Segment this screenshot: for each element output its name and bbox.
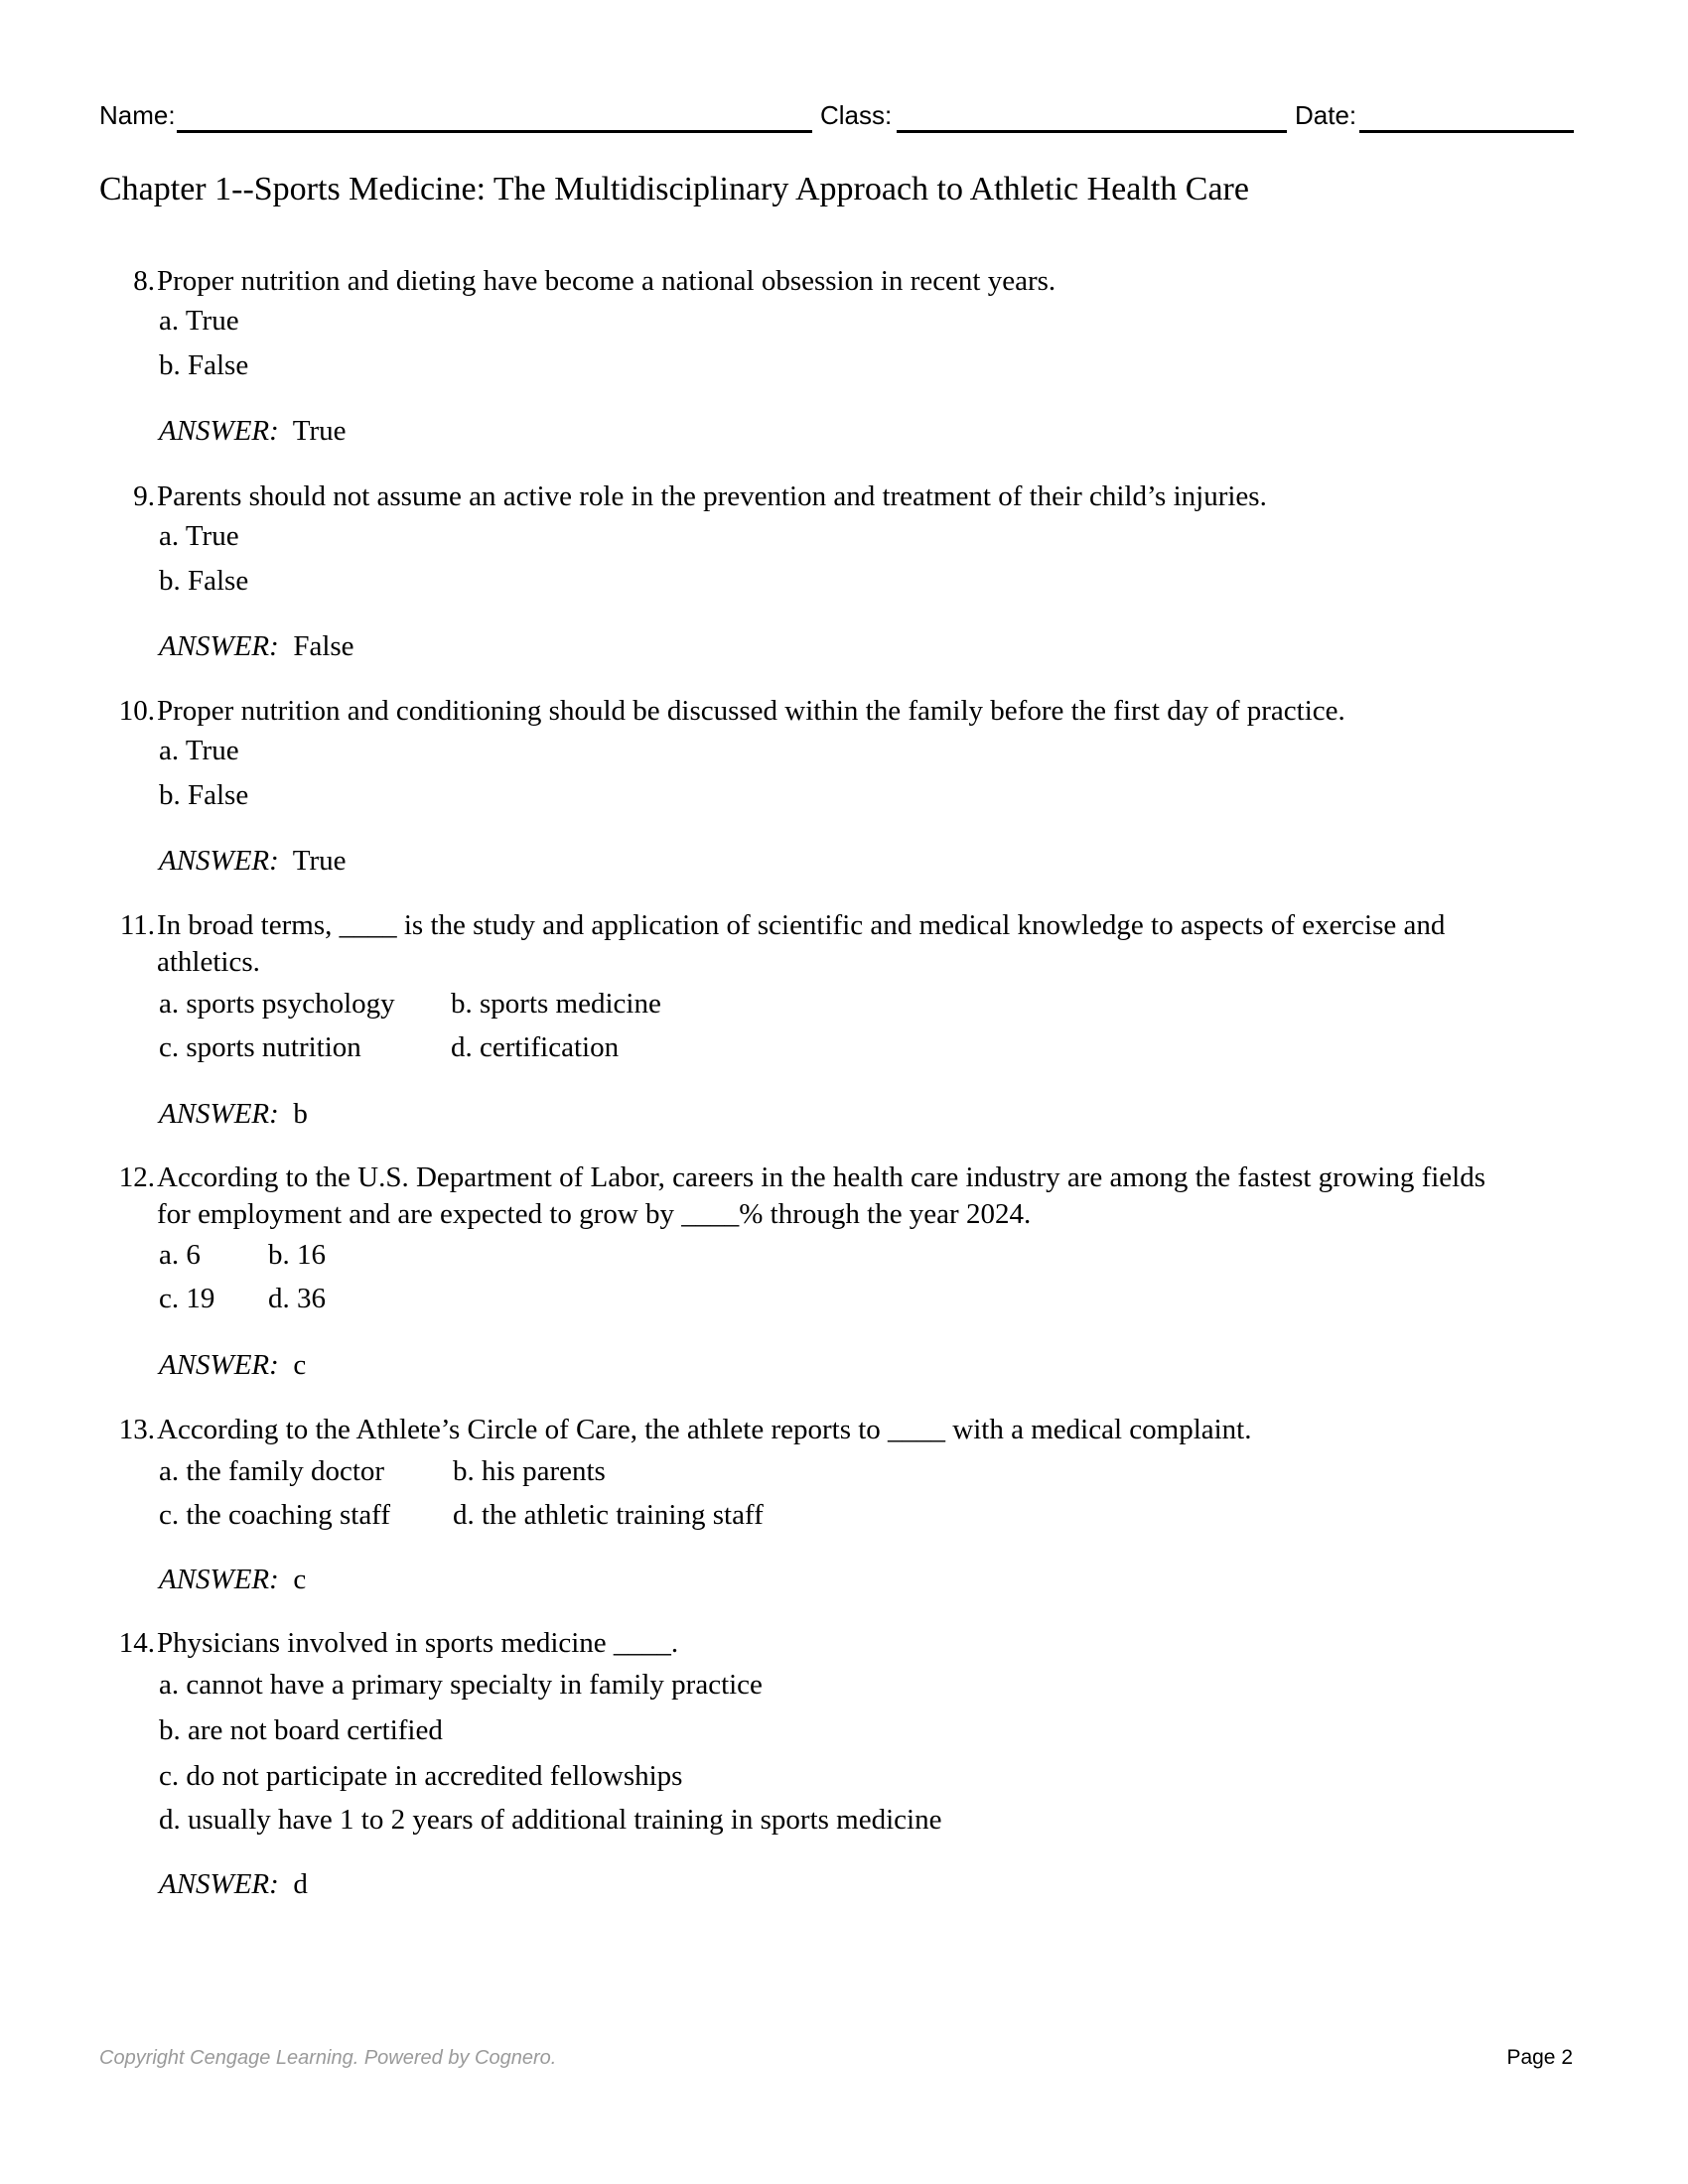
option-b: b. sports medicine [451,988,661,1020]
question-text-line-1: In broad terms, ____ is the study and application of scientific and medical knowledge to aspects of exercise and [157,909,1446,941]
question-text: Proper nutrition and conditioning should be discussed within the family before the first day of practice. [157,695,1345,727]
option-b: b. 16 [268,1239,326,1271]
question-text-line-1: According to the U.S. Department of Labor, careers in the health care industry are among the fastest growing fields [157,1161,1486,1193]
option-b: b. False [159,779,249,811]
answer-value: True [292,845,347,877]
answer-label: ANSWER: [159,415,279,447]
question-number: 13. [118,1414,155,1445]
answer-value: d [293,1868,308,1900]
answer-label: ANSWER: [159,1564,279,1595]
option-b: b. his parents [453,1455,606,1487]
question-text-line-2: athletics. [157,946,260,978]
option-d: d. certification [451,1031,620,1063]
option-a: a. True [159,735,239,766]
option-a: a. cannot have a primary specialty in family practice [159,1669,763,1701]
copyright-notice: Copyright Cengage Learning. Powered by Cognero. [99,2047,557,2069]
option-a: a. the family doctor [159,1455,385,1487]
question-number: 12. [118,1161,155,1193]
option-a: a. True [159,520,239,552]
question-text-line-2: for employment and are expected to grow by ____% through the year 2024. [157,1198,1032,1230]
name-field-line [177,130,812,133]
option-b: b. are not board certified [159,1714,443,1746]
answer-label: ANSWER: [159,1868,279,1900]
option-d: d. usually have 1 to 2 years of additional training in sports medicine [159,1804,942,1836]
question-text: Proper nutrition and dieting have become a national obsession in recent years. [157,265,1056,297]
page-number: Page 2 [1506,2046,1573,2069]
option-b: b. False [159,565,249,597]
question-text: Physicians involved in sports medicine ____. [157,1627,679,1659]
class-field-line [897,130,1287,133]
answer-label: ANSWER: [159,1098,279,1130]
option-a: a. 6 [159,1239,201,1271]
name-label: Name: [99,100,176,130]
chapter-title: Chapter 1--Sports Medicine: The Multidisciplinary Approach to Athletic Health Care [99,171,1249,207]
date-label: Date: [1295,100,1357,130]
class-label: Class: [820,100,893,130]
option-c: c. 19 [159,1283,215,1314]
option-c: c. sports nutrition [159,1031,361,1063]
option-c: c. do not participate in accredited fellowships [159,1760,683,1792]
option-a: a. True [159,305,239,337]
answer-value: c [293,1564,307,1595]
option-a: a. sports psychology [159,988,395,1020]
question-number: 10. [118,695,155,727]
option-c: c. the coaching staff [159,1499,390,1531]
question-number: 9. [133,480,155,512]
option-d: d. the athletic training staff [453,1499,764,1531]
answer-label: ANSWER: [159,845,279,877]
answer-value: True [292,415,347,447]
answer-value: False [293,630,354,662]
answer-label: ANSWER: [159,630,279,662]
question-number: 14. [118,1627,155,1659]
answer-value: c [293,1349,307,1381]
question-number: 8. [133,265,155,297]
date-field-line [1359,130,1574,133]
question-number: 11. [119,909,155,941]
question-text: According to the Athlete’s Circle of Care, the athlete reports to ____ with a medical complaint. [157,1414,1252,1445]
option-d: d. 36 [268,1283,326,1314]
answer-value: b [293,1098,308,1130]
option-b: b. False [159,349,249,381]
answer-label: ANSWER: [159,1349,279,1381]
question-text: Parents should not assume an active role in the prevention and treatment of their child’s injuries. [157,480,1267,512]
